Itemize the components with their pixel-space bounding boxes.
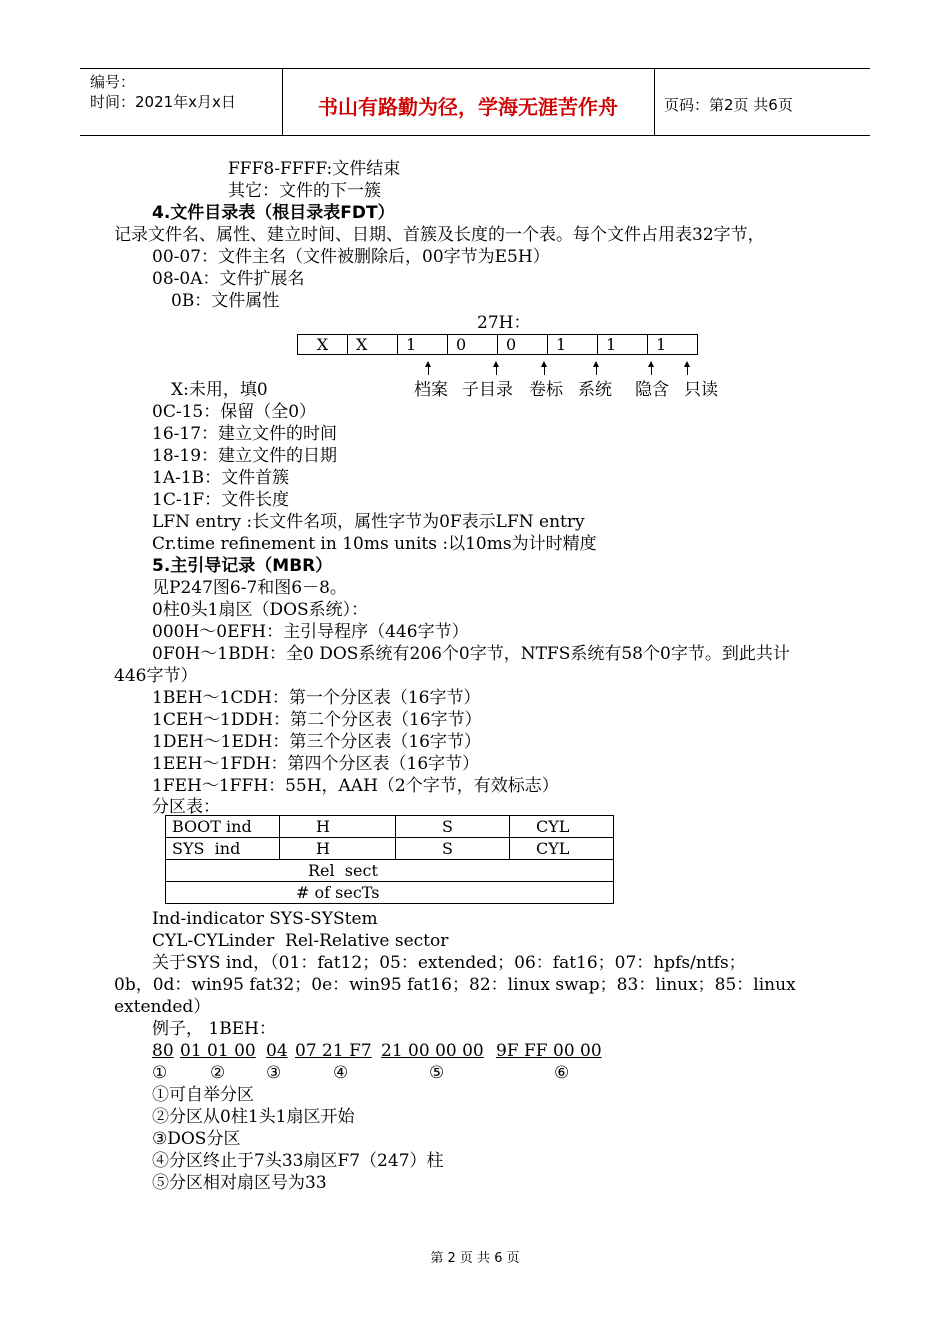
text-line: 0B：文件属性 [171,291,280,311]
up-arrow-icon [651,361,653,375]
attr-bit-cell: 1 [648,335,698,355]
text-line: 18-19：建立文件的日期 [152,446,338,466]
table-cell: SYS ind [166,838,280,860]
hex-group: 21 00 00 00 [381,1041,484,1061]
text-line: 见P247图6-7和图6－8。 [152,578,347,598]
text-line: 1FEH～1FFH：55H，AAH（2个字节，有效标志） [152,776,559,796]
attr-bit-cell: 0 [498,335,548,355]
up-arrow-icon [596,361,598,375]
attribute-bit-table [297,334,698,355]
table-row [166,882,614,904]
header-left-cell [80,69,283,135]
hex-group: 04 [266,1041,288,1061]
text-line: extended） [114,997,211,1017]
attr-name-system: 系统 [578,380,612,400]
text-line: 000H～0EFH：主引导程序（446字节） [152,622,469,642]
text-line: ⑤分区相对扇区号为33 [152,1173,327,1193]
text-line: 关于SYS ind，（01：fat12；05：extended；06：fat16；07：hpfs/ntfs； [152,953,746,973]
table-cell: BOOT ind [166,816,280,838]
table-cell: H [280,838,396,860]
attr-bit-cell: X [348,335,398,355]
attr-bit-cell: 0 [448,335,498,355]
up-arrow-icon [544,361,546,375]
page-footer: 第 2 页 共 6 页 [430,1251,520,1266]
text-line: 1C-1F：文件长度 [152,490,290,510]
hex-group: 9F FF 00 00 [496,1041,602,1061]
section-heading-fdt: 4.文件目录表（根目录表FDT） [152,203,395,223]
text-line: ①可自举分区 [152,1085,254,1105]
table-cell: H [280,816,396,838]
up-arrow-icon [687,361,689,375]
attr-name-volume: 卷标 [529,380,563,400]
text-line: 1BEH～1CDH：第一个分区表（16字节） [152,688,481,708]
table-cell: Rel sect [166,860,614,882]
text-line: 分区表： [152,797,220,817]
attr-name-readonly: 只读 [684,380,718,400]
page-header [80,68,870,136]
circle-num: ④ [333,1063,349,1083]
text-line: 其它：文件的下一簇 [228,181,381,201]
circle-num: ① [152,1063,168,1083]
text-line: CYL-CYLinder Rel-Relative sector [152,931,449,951]
section-heading-mbr: 5.主引导记录（MBR） [152,556,333,576]
table-cell: S [396,838,510,860]
attr-bit-cell: 1 [398,335,448,355]
text-line: 446字节） [114,666,198,686]
table-cell: CYL [510,816,614,838]
text-line: 1A-1B：文件首簇 [152,468,290,488]
table-row [166,816,614,838]
attr-bit-cell: 1 [598,335,648,355]
doc-number-label: 编号： [90,73,136,91]
hex-group: 07 21 F7 [295,1041,372,1061]
circle-num: ② [210,1063,226,1083]
text-line: 0C-15：保留（全0） [152,402,317,422]
circle-num: ③ [266,1063,282,1083]
hex-group: 01 01 00 [180,1041,256,1061]
attr-title: 27H： [477,313,531,333]
circle-num: ⑥ [554,1063,570,1083]
doc-date-label: 时间：2021年x月x日 [90,93,236,111]
partition-table [165,815,614,904]
up-arrow-icon [496,361,498,375]
attr-bit-cell: X [298,335,348,355]
attr-name-hidden: 隐含 [635,380,669,400]
table-cell: CYL [510,838,614,860]
text-line: 1EEH～1FDH：第四个分区表（16字节） [152,754,480,774]
text-line: 例子， 1BEH： [152,1019,276,1039]
attr-name-subdir: 子目录 [462,380,513,400]
text-line: 0b，0d：win95 fat32；0e：win95 fat16；82：linux swap；83：linux；85：linux [114,975,796,995]
text-line: LFN entry :长文件名项，属性字节为0F表示LFN entry [152,512,585,532]
text-line: FFF8-FFFF:文件结束 [228,159,401,179]
table-cell: # of secTs [166,882,614,904]
header-motto: 书山有路勤为径，学海无涯苦作舟 [318,95,618,119]
text-line: 16-17：建立文件的时间 [152,424,338,444]
text-line: 1DEH～1EDH：第三个分区表（16字节） [152,732,481,752]
table-row [166,838,614,860]
text-line: Cr.time refinement in 10ms units :以10ms为计时精度 [152,534,597,554]
text-line: ②分区从0柱1头1扇区开始 [152,1107,355,1127]
text-line: 0F0H～1BDH：全0 DOS系统有206个0字节，NTFS系统有58个0字节。到此共计 [152,644,790,664]
attr-bit-cell: 1 [548,335,598,355]
attr-unused-note: X:未用，填0 [171,380,268,400]
text-line: 00-07：文件主名（文件被删除后，00字节为E5H） [152,247,550,267]
text-line: 08-0A：文件扩展名 [152,269,305,289]
text-line: ③DOS分区 [152,1129,241,1149]
text-line: ④分区终止于7头33扇区F7（247）柱 [152,1151,444,1171]
circle-num: ⑤ [429,1063,445,1083]
header-motto-cell [282,69,655,135]
text-line: 0柱0头1扇区（DOS系统）： [152,600,369,620]
header-right-cell [655,69,870,135]
text-line: 记录文件名、属性、建立时间、日期、首簇及长度的一个表。每个文件占用表32字节， [114,225,765,245]
page-number-label: 页码：第2页 共6页 [664,96,793,114]
text-line: Ind-indicator SYS-SYStem [152,909,378,929]
table-row [166,860,614,882]
text-line: 1CEH～1DDH：第二个分区表（16字节） [152,710,482,730]
attr-name-archive: 档案 [414,380,448,400]
table-cell: S [396,816,510,838]
hex-group: 80 [152,1041,174,1061]
up-arrow-icon [428,361,430,375]
